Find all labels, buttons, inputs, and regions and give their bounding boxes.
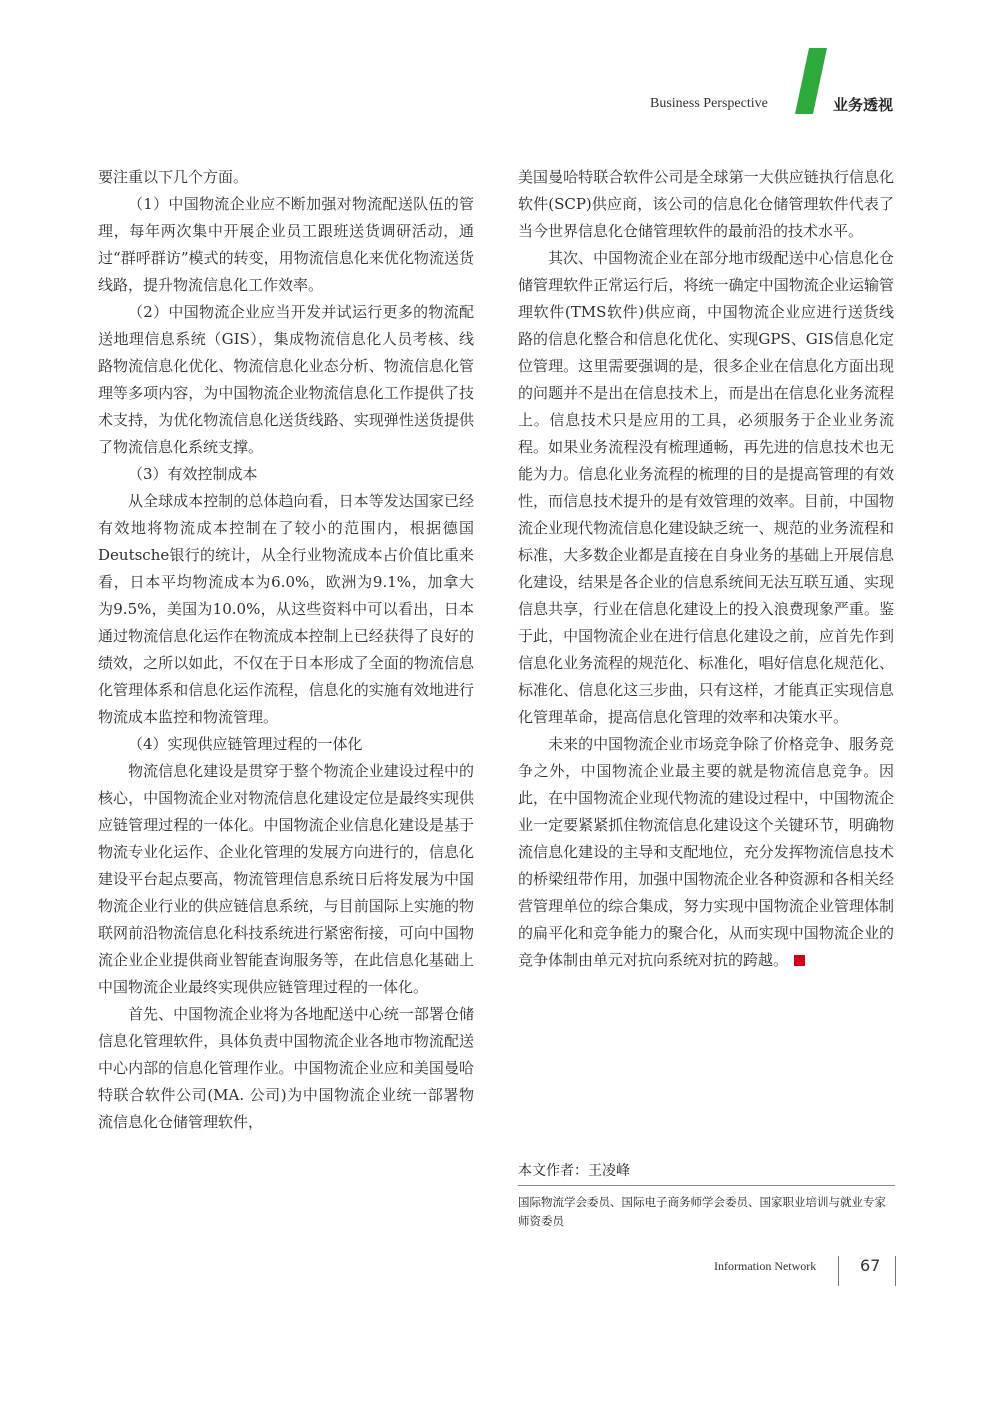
article-paragraph: 未来的中国物流企业市场竞争除了价格竞争、服务竞争之外，中国物流企业最主要的就是物流信息竞争。因此，在中国物流企业现代物流的建设过程中，中国物流企业一定要紧紧抓住物流信息化建设这个关键环节，明确物流信息化建设的主导和支配地位，充分发挥物流信息技术的桥梁纽带作用，加强中国物流企业各种资源和各相关经营管理单位的综合集成，努力实现中国物流企业管理体制的扁平化和竞争能力的聚合化，从而实现中国物流企业的竞争体制由单元对抗向系统对抗的跨越。: [518, 735, 894, 969]
article-paragraph: （2）中国物流企业应当开发并试运行更多的物流配送地理信息系统（GIS），集成物流信息化人员考核、线路物流信息化优化、物流信息化业态分析、物流信息化管理等多项内容，为中国物流企业物流信息化工作提供了技术支持，为优化物流信息化送货线路、实现弹性送货提供了物流信息化系统支撑。: [98, 303, 474, 456]
article-paragraph: 物流信息化建设是贯穿于整个物流企业建设过程中的核心，中国物流企业对物流信息化建设定位是最终实现供应链管理过程的一体化。中国物流企业信息化建设是基于物流专业化运作、企业化管理的发展方向进行的，信息化建设平台起点要高，物流管理信息系统日后将发展为中国物流企业行业的供应链信息系统，与目前国际上实施的物联网前沿物流信息化科技系统进行紧密衔接，可向中国物流企业企业提供商业智能查询服务等，在此信息化基础上中国物流企业最终实现供应链管理过程的一体化。: [98, 762, 474, 996]
footer-divider: [838, 1256, 839, 1286]
footer-divider-right: [895, 1256, 896, 1286]
article-left-column: [98, 164, 474, 1136]
article-paragraph: （3）有效控制成本: [128, 465, 258, 483]
accent-bar-shape: [795, 48, 827, 114]
page-header: [0, 0, 992, 130]
article-paragraph: （4）实现供应链管理过程的一体化: [128, 735, 363, 753]
author-description: 国际物流学会委员、国际电子商务师学会委员、国家职业培训与就业专家师资委员: [518, 1195, 886, 1228]
author-name: 本文作者：王凌峰: [518, 1160, 895, 1186]
page-number: 67: [860, 1256, 881, 1275]
article-paragraph: 首先、中国物流企业将为各地配送中心统一部署仓储信息化管理软件，具体负责中国物流企业各地市物流配送中心内部的信息化管理作业。中国物流企业应和美国曼哈特联合软件公司(MA. 公司)为中国物流企业统一部署物流信息化仓储管理软件，: [98, 1005, 474, 1131]
section-title-en: Business Perspective: [650, 96, 768, 111]
article-paragraph: 美国曼哈特联合软件公司是全球第一大供应链执行信息化软件(SCP)供应商，该公司的信息化仓储管理软件代表了当今世界信息化仓储管理软件的最前沿的技术水平。: [518, 168, 894, 240]
author-box: [518, 1160, 895, 1231]
publication-name: Information Network: [714, 1259, 817, 1273]
section-title-cn: 业务透视: [833, 96, 894, 114]
article-paragraph: 从全球成本控制的总体趋向看，日本等发达国家已经有效地将物流成本控制在了较小的范围内，根据德国Deutsche银行的统计，从全行业物流成本占价值比重来看，日本平均物流成本为6.0%，欧洲为9.1%，加拿大为9.5%，美国为10.0%，从这些资料中可以看出，日本通过物流信息化运作在物流成本控制上已经获得了良好的绩效，之所以如此，不仅在于日本形成了全面的物流信息化管理体系和信息化运作流程，信息化的实施有效地进行物流成本监控和物流管理。: [98, 492, 474, 726]
article-paragraph: 其次、中国物流企业在部分地市级配送中心信息化仓储管理软件正常运行后，将统一确定中国物流企业运输管理软件(TMS软件)供应商，中国物流企业应进行送货线路的信息化整合和信息化优化、实现GPS、GIS信息化定位管理。这里需要强调的是，很多企业在信息化方面出现的问题并不是出在信息技术上，而是出在信息化业务流程上。信息技术只是应用的工具，必须服务于企业业务流程。如果业务流程没有梳理通畅，再先进的信息技术也无能为力。信息化业务流程的梳理的目的是提高管理的有效性，而信息技术提升的是有效管理的效率。目前，中国物流企业现代物流信息化建设缺乏统一、规范的业务流程和标准，大多数企业都是直接在自身业务的基础上开展信息化建设，结果是各企业的信息系统间无法互联互通、实现信息共享，行业在信息化建设上的投入浪费现象严重。鉴于此，中国物流企业在进行信息化建设之前，应首先作到信息化业务流程的规范化、标准化，唱好信息化规范化、标准化、信息化这三步曲，只有这样，才能真正实现信息化管理革命，提高信息化管理的效率和决策水平。: [518, 249, 894, 726]
article-right-column: [518, 164, 894, 974]
article-paragraph: （1）中国物流企业应不断加强对物流配送队伍的管理，每年两次集中开展企业员工跟班送货调研活动，通过“群呼群访”模式的转变，用物流信息化来优化物流送货线路，提升物流信息化工作效率。: [98, 195, 474, 294]
section-accent-bar: [795, 48, 827, 114]
article-paragraph: 要注重以下几个方面。: [98, 168, 249, 186]
article-end-mark: [794, 955, 805, 966]
